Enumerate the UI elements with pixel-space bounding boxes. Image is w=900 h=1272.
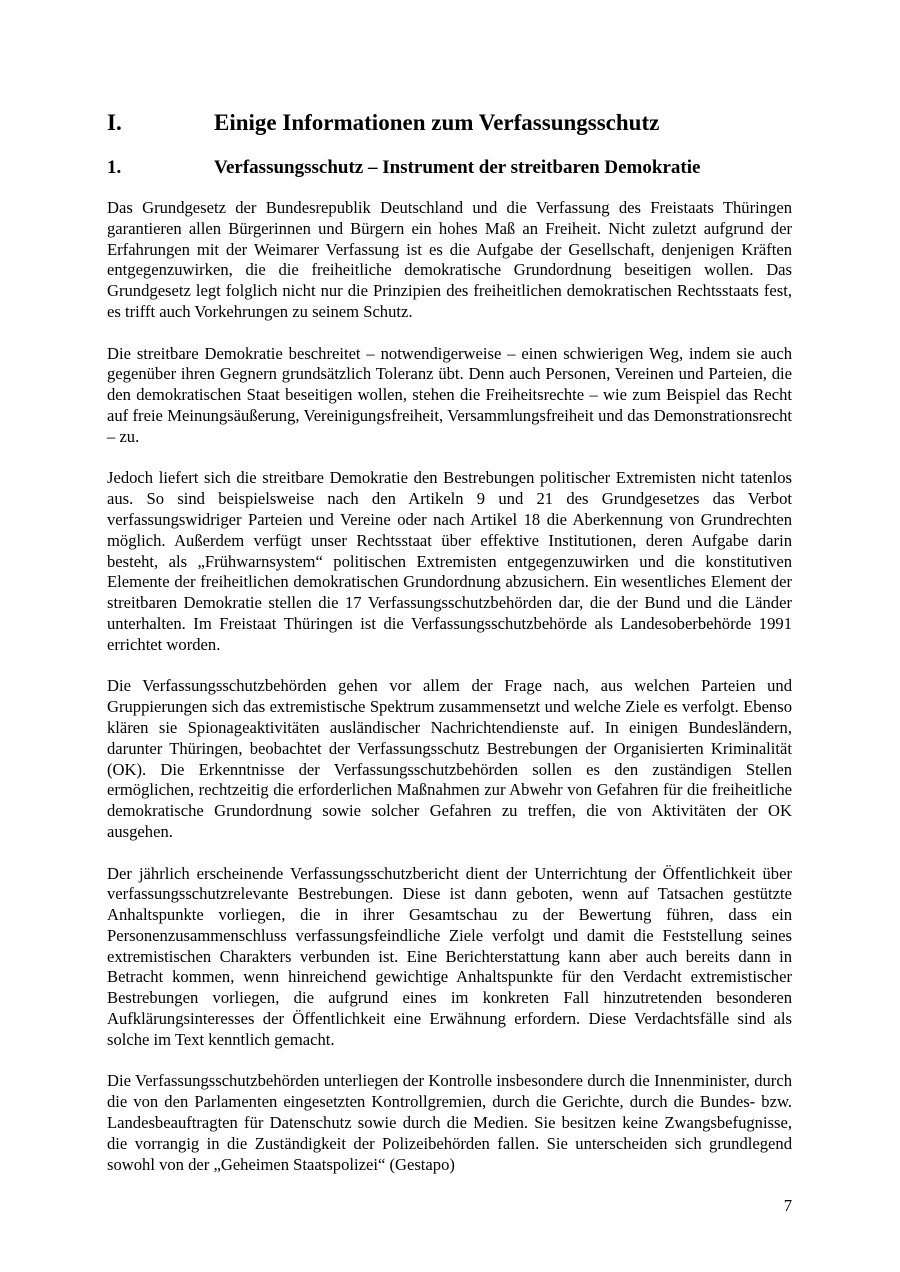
- section-title: Verfassungsschutz – Instrument der streitbaren Demokratie: [214, 157, 701, 178]
- section-heading: [107, 156, 792, 180]
- body-paragraph: Die Verfassungsschutzbehörden gehen vor allem der Frage nach, aus welchen Parteien und Gruppierungen sich das extremistische Spektrum zusammensetzt und welche Ziele es verfolgt. Ebenso klären sie Spionageaktivitäten ausländischer Nachrichtendienste auf. In einigen Bundesländern, darunter Thüringen, beobachtet der Verfassungsschutz Bestrebungen der Organisierten Kriminalität (OK). Die Erkenntnisse der Verfassungsschutzbehörden sollen es den zuständigen Stellen ermöglichen, rechtzeitig die erforderlichen Maßnahmen zur Abwehr von Gefahren für die freiheitliche demokratische Grundordnung sowie solcher Gefahren zu treffen, die von Aktivitäten der OK ausgehen.: [107, 676, 792, 841]
- chapter-title: Einige Informationen zum Verfassungsschutz: [214, 110, 660, 135]
- section-number: 1.: [107, 157, 122, 178]
- body-paragraph: Das Grundgesetz der Bundesrepublik Deutschland und die Verfassung des Freistaats Thüringen garantieren allen Bürgerinnen und Bürgern ein hohes Maß an Freiheit. Nicht zuletzt aufgrund der Erfahrungen mit der Weimarer Verfassung ist es die Aufgabe der Gesellschaft, denjenigen Kräften entgegenzuwirken, die die freiheitliche demokratische Grundordnung beseitigen wollen. Das Grundgesetz legt folglich nicht nur die Prinzipien des freiheitlichen demokratischen Rechtsstaats fest, es trifft auch Vorkehrungen zu seinem Schutz.: [107, 198, 792, 321]
- body-paragraph: Jedoch liefert sich die streitbare Demokratie den Bestrebungen politischer Extremisten nicht tatenlos aus. So sind beispielsweise nach den Artikeln 9 und 21 des Grundgesetzes das Verbot verfassungswidriger Parteien und Vereine oder nach Artikel 18 die Aberkennung von Grundrechten möglich. Außerdem verfügt unser Rechtsstaat über effektive Institutionen, deren Aufgabe darin besteht, als „Frühwarnsystem“ politischen Extremisten entgegenzuwirken und die konstitutiven Elemente der freiheitlichen demokratischen Grundordnung abzusichern. Ein wesentliches Element der streitbaren Demokratie stellen die 17 Verfassungsschutzbehörden dar, die der Bund und die Länder unterhalten. Im Freistaat Thüringen ist die Verfassungsschutzbehörde als Landesoberbehörde 1991 errichtet worden.: [107, 468, 792, 654]
- body-paragraph: Der jährlich erscheinende Verfassungsschutzbericht dient der Unterrichtung der Öffentlichkeit über verfassungsschutzrelevante Bestrebungen. Diese ist dann geboten, wenn auf Tatsachen gestützte Anhaltspunkte vorliegen, die in ihrer Gesamtschau zu der Bewertung führen, dass ein Personenzusammenschluss verfassungsfeindliche Ziele verfolgt und damit die Feststellung seines extremistischen Charakters verbunden ist. Eine Berichterstattung kann aber auch bereits dann in Betracht kommen, wenn hinreichend gewichtige Anhaltspunkte für den Verdacht extremistischer Bestrebungen vorliegen, die aufgrund eines im konkreten Fall hinzutretenden besonderen Aufklärungsinteresses der Öffentlichkeit eine Erwähnung erfordern. Diese Verdachtsfälle sind als solche im Text kenntlich gemacht.: [107, 863, 792, 1049]
- body-paragraph: Die Verfassungsschutzbehörden unterliegen der Kontrolle insbesondere durch die Innenminister, durch die von den Parlamenten eingesetzten Kontrollgremien, durch die Gerichte, durch die Bundes- bzw. Landesbeauftragten für Datenschutz sowie durch die Medien. Sie besitzen keine Zwangsbefugnisse, die vorrangig in die Zuständigkeit der Polizeibehörden fallen. Sie unterscheiden sich grundlegend sowohl von der „Geheimen Staatspolizei“ (Gestapo): [107, 1071, 792, 1174]
- body-paragraph: Die streitbare Demokratie beschreitet – notwendigerweise – einen schwierigen Weg, indem sie auch gegenüber ihren Gegnern grundsätzlich Toleranz übt. Denn auch Personen, Vereinen und Parteien, die den demokratischen Staat beseitigen wollen, stehen die Freiheitsrechte – wie zum Beispiel das Recht auf freie Meinungsäußerung, Vereinigungsfreiheit, Versammlungsfreiheit und das Demonstrationsrecht – zu.: [107, 343, 792, 446]
- chapter-heading: [107, 108, 792, 138]
- page-content: [107, 108, 792, 1175]
- page-number: 7: [783, 1196, 792, 1215]
- chapter-number: I.: [107, 110, 122, 135]
